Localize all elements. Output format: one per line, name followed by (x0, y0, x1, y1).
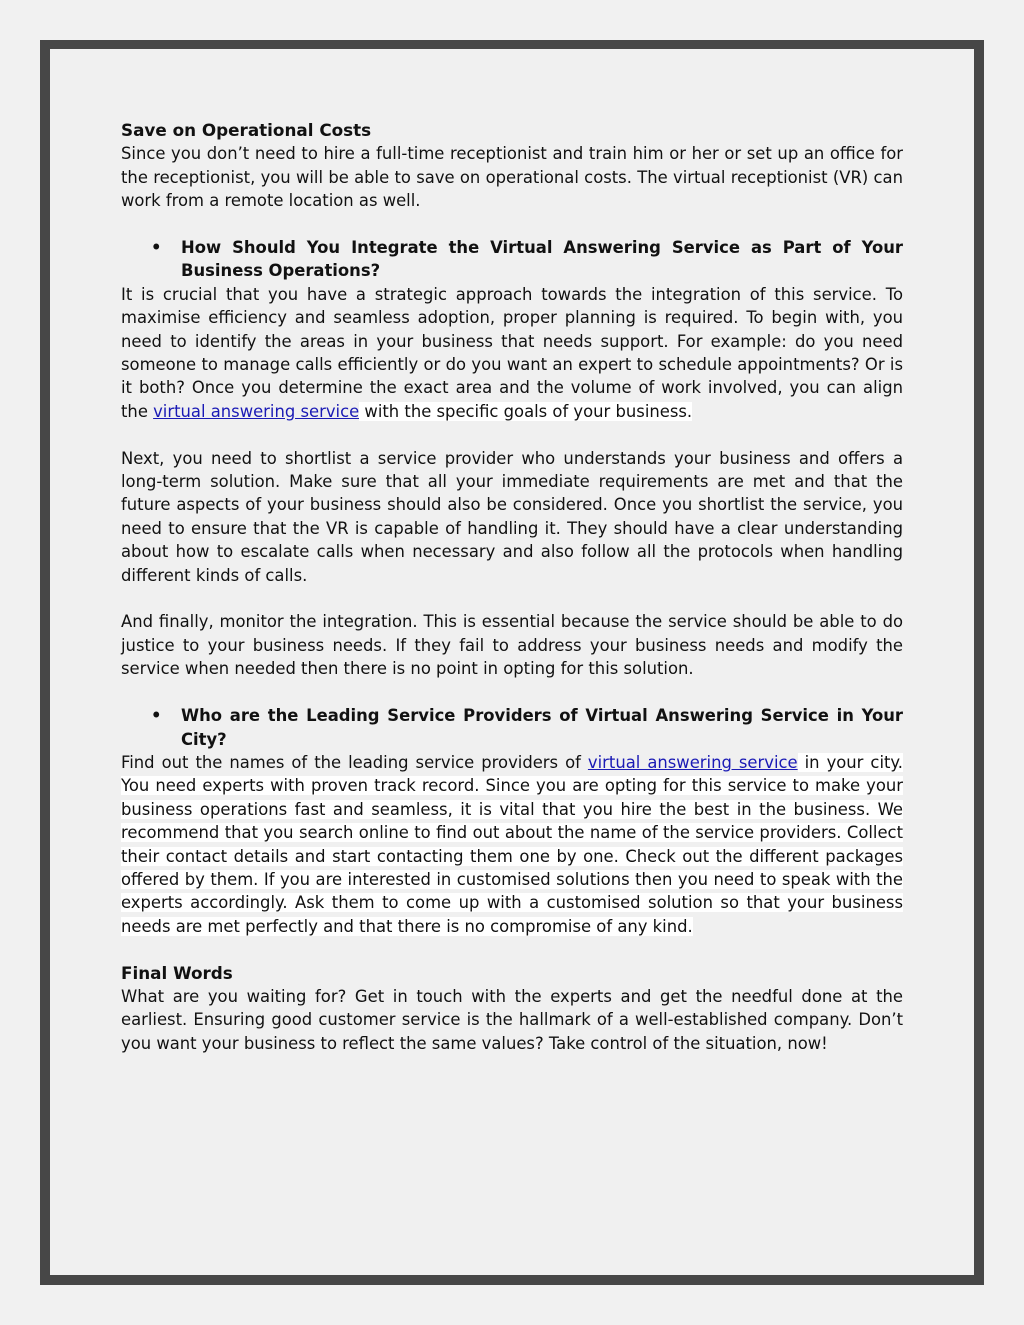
section-heading-operational-costs: Save on Operational Costs (121, 120, 372, 140)
virtual-answering-service-link-2[interactable]: virtual answering service (587, 752, 798, 772)
spacer (121, 681, 903, 704)
paragraph-leading-providers (121, 751, 903, 938)
bullet-icon: • (151, 706, 162, 726)
bullet-heading-integration (151, 236, 903, 283)
bullet-heading-integration-text: How Should You Integrate the Virtual Answering Service as Part of Your Business Operations? (181, 238, 903, 281)
paragraph-integration-approach (121, 283, 903, 423)
paragraph-text: with the specific goals of your business. (359, 401, 693, 421)
virtual-answering-service-link-1[interactable]: virtual answering service (153, 401, 360, 421)
paragraph-text: in your city. You need experts with proven track record. Since you are opting for this service to make your business operations fast and seamless, it is vital that you hire the best in the business. We recommend that you search online to find out about the name of the service providers. Collect their contact details and start contacting them one by one. Check out the different packages offered by them. If you are interested in customised solutions then you need to speak with the experts accordingly. Ask them to come up with a customised solution so that your business needs are met perfectly and that there is no compromise of any kind. (121, 752, 903, 936)
bullet-icon: • (151, 238, 162, 258)
spacer (121, 587, 903, 610)
paragraph-final-words: What are you waiting for? Get in touch with the experts and get the needful done at the earliest. Ensuring good customer service is the hallmark of a well-established company. Don’t you want your business to reflect the same values? Take control of the situation, now! (121, 986, 903, 1053)
spacer (121, 423, 903, 446)
paragraph-text: Find out the names of the leading service providers of (121, 752, 588, 772)
section-heading-final-words: Final Words (121, 962, 233, 983)
paragraph-text: It is crucial that you have a strategic approach towards the integration of this service. To maximise efficiency and seamless adoption, proper planning is required. To begin with, you need to identify the areas in your business that needs support. For example: do you need someone to manage calls efficiently or do you want an expert to schedule appointments? Or is it both? Once you determine the exact area and the volume of work involved, you can align the (121, 284, 903, 421)
spacer (121, 938, 903, 961)
paragraph-monitor-integration: And finally, monitor the integration. This is essential because the service should be able to do justice to your business needs. If they fail to address your business needs and modify the service when needed then there is no point in opting for this solution. (121, 612, 903, 679)
bullet-heading-leading-providers (151, 704, 903, 751)
paragraph-shortlist-provider: Next, you need to shortlist a service provider who understands your business and offers a long-term solution. Make sure that all your immediate requirements are met and that the future aspects of your business should also be considered. Once you shortlist the service, you need to ensure that the VR is capable of handling it. They should have a clear understanding about how to escalate calls when necessary and also follow all the protocols when handling different kinds of calls. (121, 448, 903, 585)
spacer (121, 213, 903, 236)
document-body (121, 119, 903, 1055)
paragraph-operational-costs: Since you don’t need to hire a full-time receptionist and train him or her or set up an office for the receptionist, you will be able to save on operational costs. The virtual receptionist (VR) can work from a remote location as well. (121, 144, 903, 211)
bullet-heading-leading-providers-text: Who are the Leading Service Providers of Virtual Answering Service in Your City? (181, 706, 903, 749)
